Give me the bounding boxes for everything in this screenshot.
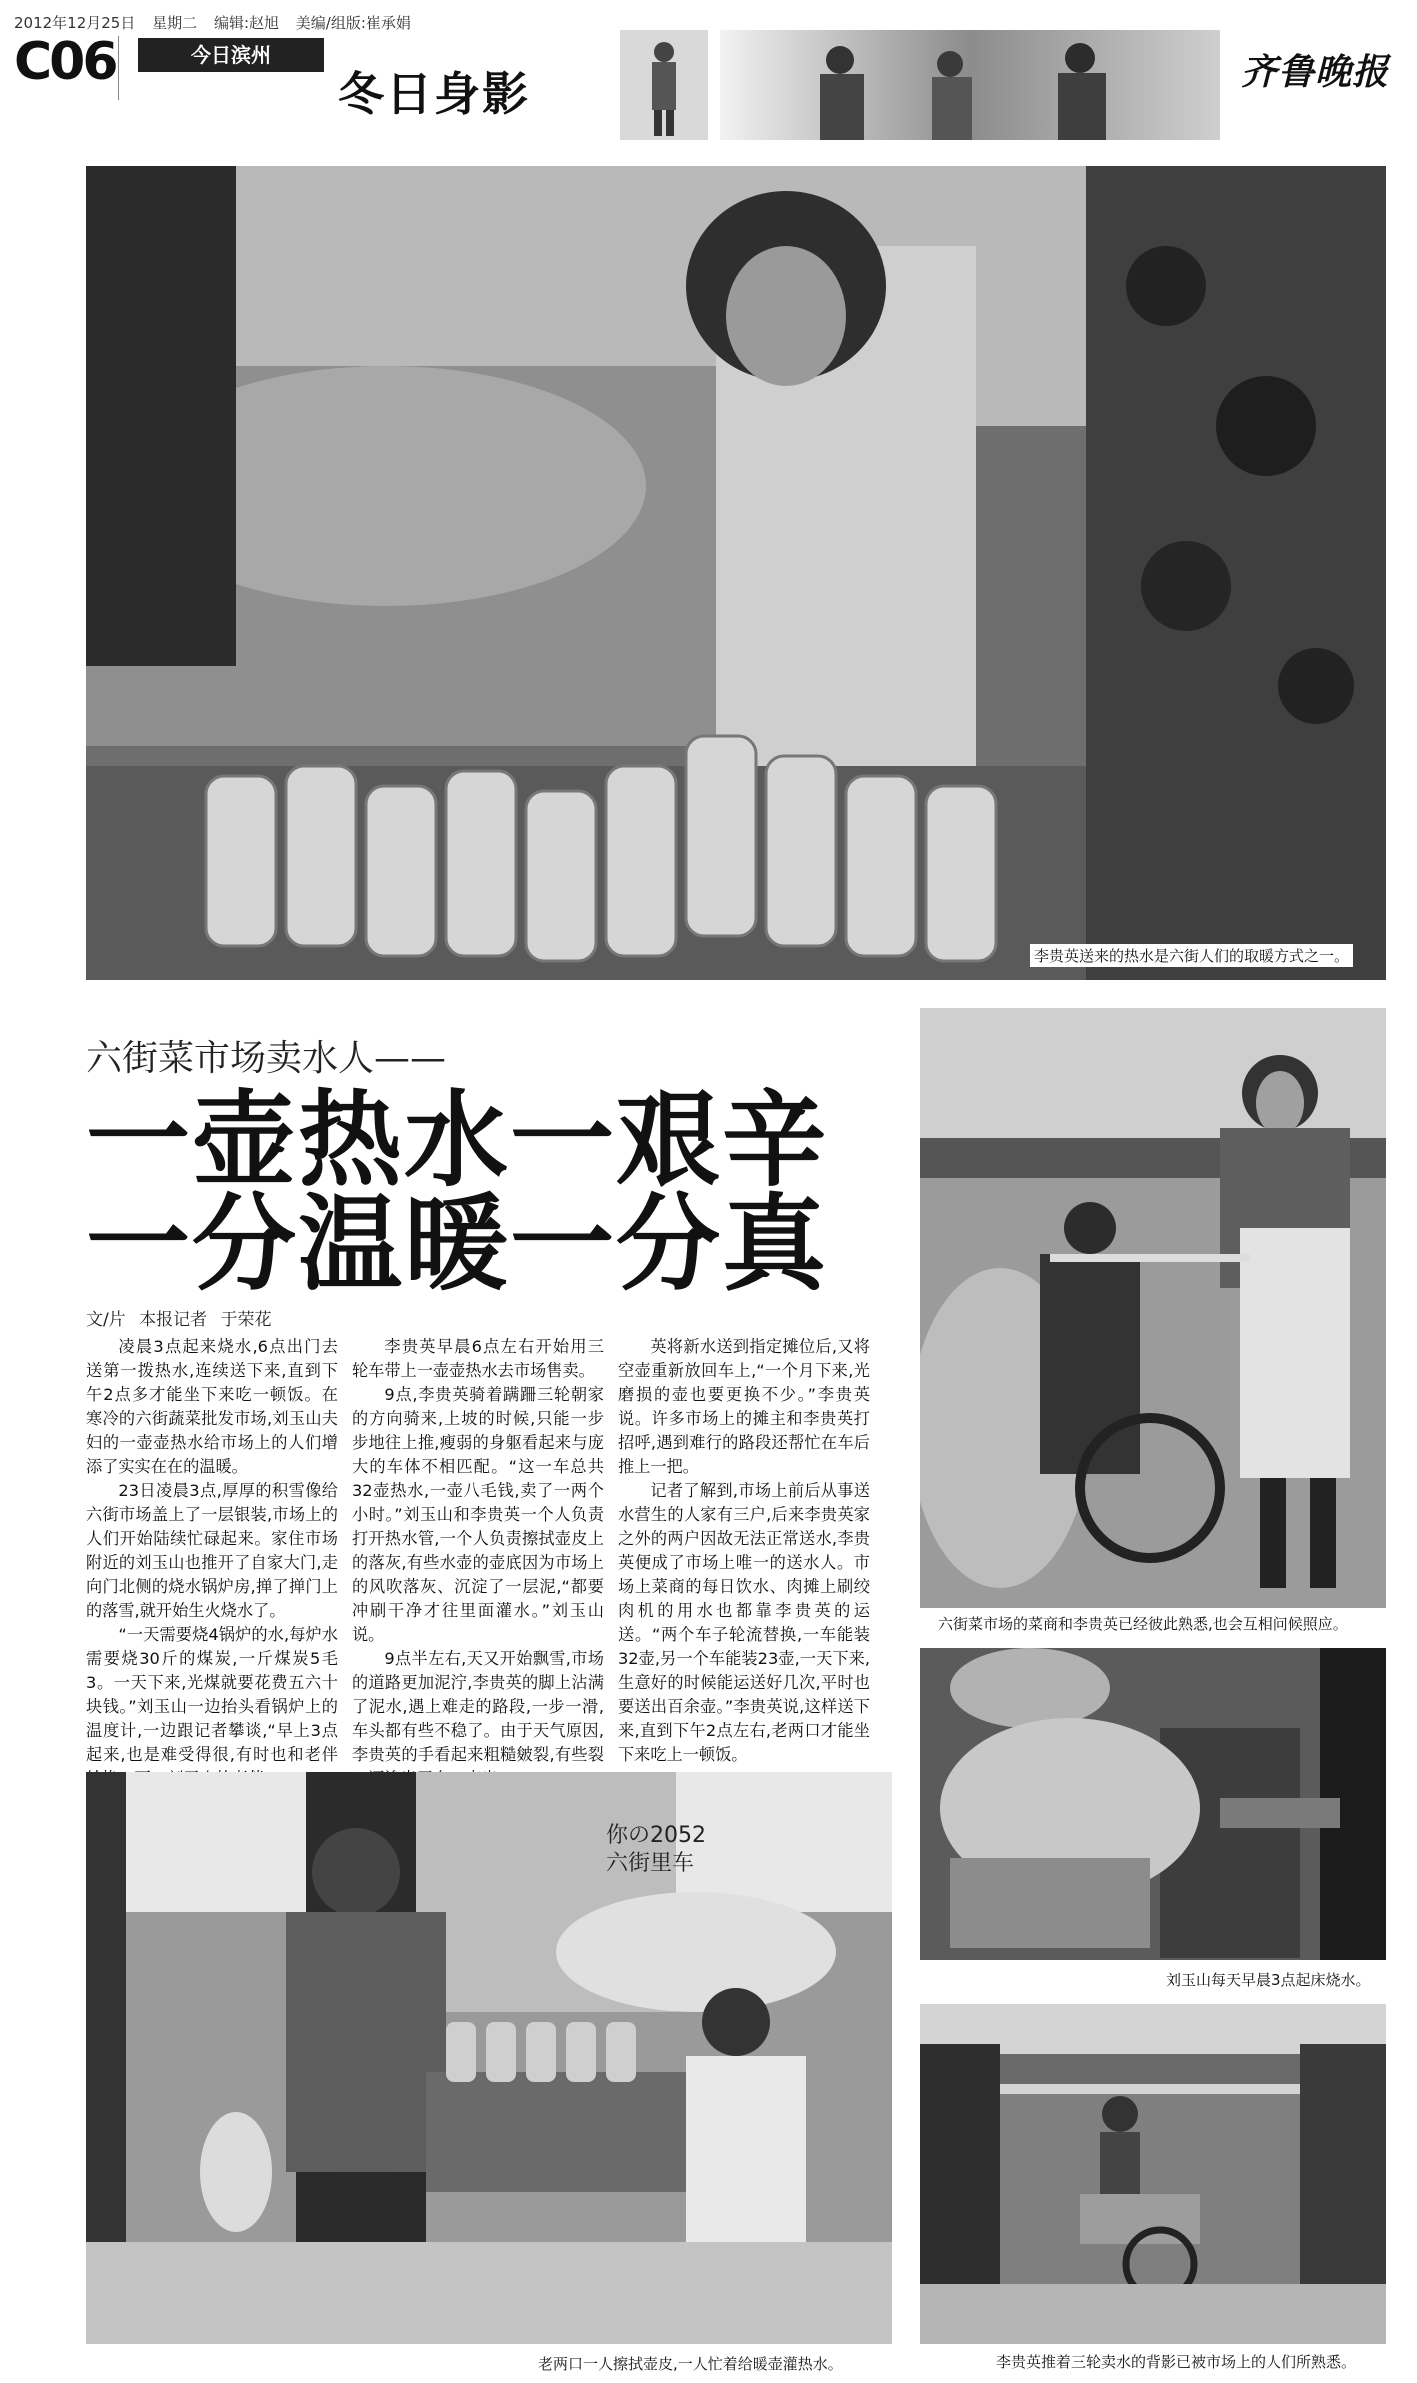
header-photo-strip [620,30,1220,140]
main-photo-image [86,166,1386,980]
article-paragraph: 英将新水送到指定摊位后,又将空壶重新放回车上,“一个月下来,光磨损的壶也要更换不少。”李贵英说。许多市场上的摊主和李贵英打招呼,遇到难行的路段还帮忙在车后推上一把。 [618,1337,870,1476]
right-photo-2-image [920,1648,1386,1960]
right-photo-2 [920,1648,1386,1960]
article-paragraph: 23日凌晨3点,厚厚的积雪像给六街市场盖上了一层银装,市场上的人们开始陆续忙碌起来。家住市场附近的刘玉山也推开了自家大门,走向门北侧的烧水锅炉房,掸了掸门上的落雪,就开始生火烧水了。 [86,1481,338,1620]
right-photo-3-image [920,2004,1386,2344]
article-paragraph: 9点半左右,天又开始飘雪,市场的道路更加泥泞,李贵英的脚上沾满了泥水,遇上难走的路段,一步一滑,车头都有些不稳了。由于天气原因,李贵英的手看起来粗糙皴裂,有些裂 [352,1649,604,1764]
byline-label: 文/片 [86,1310,126,1330]
column-title: 冬日身影 [338,67,530,121]
wall-sign-text-2: 六街里车 [606,1851,695,1876]
editor-credit: 编辑:赵旭 [213,14,279,32]
headline-line-1: 一壶热水一艰辛 [86,1079,829,1201]
header-meta [14,12,423,33]
right-photo-3 [920,2004,1386,2344]
issue-weekday: 星期二 [152,14,198,32]
bottom-left-photo-caption: 老两口一人擦拭壶皮,一人忙着给暖壶灌热水。 [534,2352,847,2375]
byline [86,1305,280,1330]
article-paragraph: 9点,李贵英骑着蹒跚三轮朝家的方向骑来,上坡的时候,只能一步步地往上推,瘦弱的身躯看起来与庞大的车体不相匹配。“这一车总共32壶热水,一壶八毛钱,卖了一两个小时。”刘玉山和李贵英一个人负责打开热水管,一个人负责擦拭壶皮上的落灰,有些水壶的壶底因为市场上的风吹落灰、沉淀了一层泥,“都要冲刷干净才往里面灌水。”刘玉山说。 [352,1385,604,1644]
bottom-left-photo-image [86,1772,892,2344]
right-photo-1 [920,1008,1386,1608]
header-photo-collage [720,30,1220,140]
masthead-logo: 齐鲁晚报 [1240,51,1389,93]
main-photo-caption: 李贵英送来的热水是六街人们的取暖方式之一。 [1030,944,1353,967]
article-paragraph: 凌晨3点起来烧水,6点出门去送第一拨热水,连续送下来,直到下午2点多才能坐下来吃一顿饭。在寒冷的六街蔬菜批发市场,刘玉山夫妇的一壶壶热水给市场上的人们增添了实实在在的温暖。 [86,1337,338,1476]
main-photo [86,166,1386,980]
article-kicker: 六街菜市场卖水人—— [86,1038,447,1079]
article-column-1 [86,1335,338,1791]
article-column-2 [352,1335,604,1791]
header-photo-figure-1 [620,30,708,140]
designer-credit: 美编/组版:崔承娟 [295,14,411,32]
right-photo-1-image [920,1008,1386,1608]
right-photo-2-caption: 刘玉山每天早晨3点起床烧水。 [1162,1968,1375,1991]
section-tag: 今日滨州 [138,38,324,72]
headline-line-2: 一分温暖一分真 [86,1183,829,1305]
byline-role: 本报记者 [139,1310,208,1330]
right-photo-1-caption: 六街菜市场的菜商和李贵英已经彼此熟悉,也会互相问候照应。 [934,1612,1352,1635]
page-number: C06 [14,32,116,92]
article-paragraph: 李贵英早晨6点左右开始用三轮车带上一壶壶热水去市场售卖。 [352,1337,604,1380]
article-paragraph: “一天需要烧4锅炉的水,每炉水需要烧30斤的煤炭,一斤煤炭5毛3。一天下来,光煤就要花费五六十块钱。”刘玉山一边抬头看锅炉上的温度计,一边跟记者攀谈,“早上3点起来,也是难受得很,有时也和老伴 [86,1625,338,1764]
right-photo-3-caption: 李贵英推着三轮卖水的背影已被市场上的人们所熟悉。 [992,2350,1360,2373]
article-paragraph: 记者了解到,市场上前后从事送水营生的人家有三户,后来李贵英家之外的两户因故无法正常送水,李贵英便成了市场上唯一的送水人。市场上菜商的每日饮水、肉摊上刷绞肉机的用水也都靠李贵英的运送。“两个车子轮流替换,一车能装32壶,另一个车能装23壶,一天下来,生意好的时候能运送好几次,平时也要送出百余壶。”李贵英说,这样送下来,直到下午2点左右,老两口才能坐下来吃上一顿饭。 [618,1481,870,1764]
header-divider [118,36,119,100]
wall-sign-text-1: 你の2052 [606,1823,706,1848]
bottom-left-photo [86,1772,892,2344]
article-column-3 [618,1335,870,1767]
issue-date: 2012年12月25日 [14,14,136,32]
byline-name: 于荣花 [220,1310,272,1330]
